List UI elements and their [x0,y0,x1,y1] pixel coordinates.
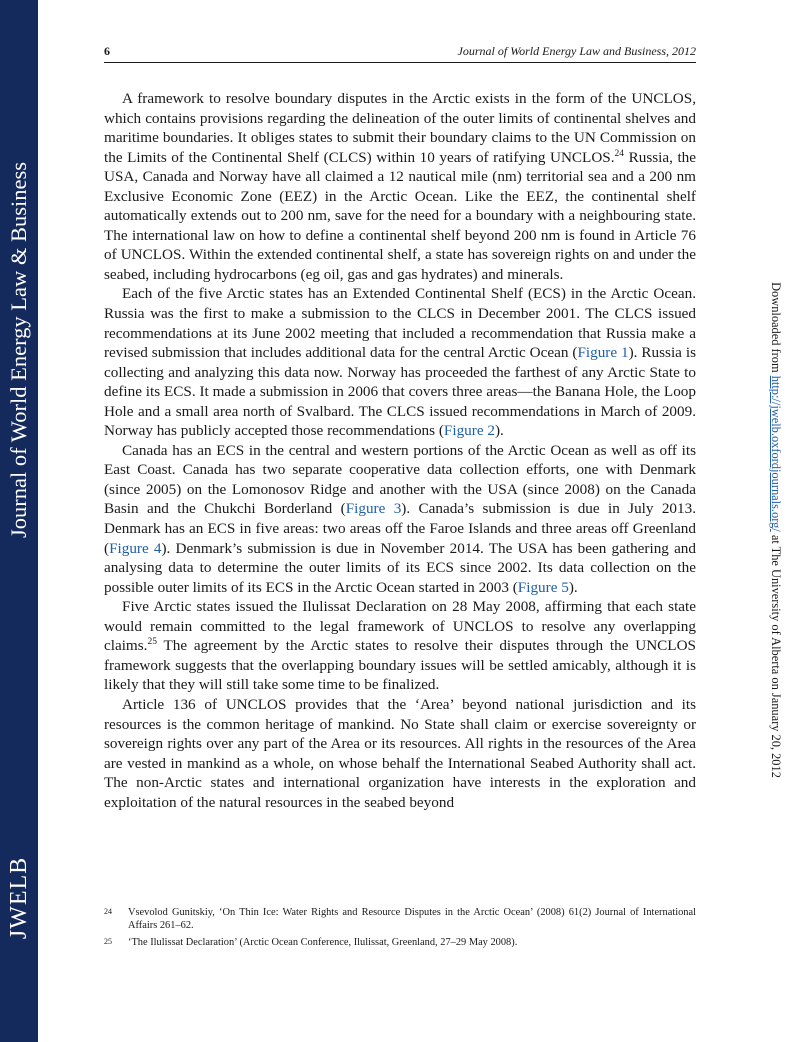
footnote-number: 25 [104,936,112,946]
footnote-reference[interactable]: 25 [147,637,157,648]
text-run: Canada has an ECS in the central and western portions of the Arctic Ocean as well as off its East Coast. Canada has two separate cooperative data collection efforts, one with Denmark (since 2005) on the Lomonosov Ridge and another with the USA (since 2008) on the Canada Basin and the Chukchi Borderland ( [104,441,696,518]
download-note-suffix: at The University of Alberta on January 20, 2012 [769,531,783,778]
text-run: ). [494,422,504,440]
footnote-number: 24 [104,907,112,916]
journal-sidebar [0,0,38,1042]
text-run: ). Denmark’s submission is due in November 2014. The USA has been gathering and analysing data to determine the outer limits of its ECS since 2002. Its data collection on the possible outer limits of its ECS in the Arctic Ocean started in 2003 ( [104,539,696,596]
footnote-reference[interactable]: 24 [614,148,625,159]
figure-link[interactable]: Figure 4 [109,539,162,557]
text-run: A framework to resolve boundary disputes in the Arctic exists in the form of the UNCLOS, which contains provisions regarding the delineation of the outer limits of continental shelves and maritime boundaries. It obliges states to submit their boundary claims to the UN Commission on the Limits of the Continental Shelf (CLCS) within 10 years of ratifying UNCLOS. [104,90,696,166]
figure-link[interactable]: Figure 3 [345,500,402,518]
sidebar-journal-title: Journal of World Energy Law & Business [6,161,31,539]
article-body [104,89,696,812]
page-number: 6 [104,44,110,58]
text-run: Each of the five Arctic states has an Extended Continental Shelf (ECS) in the Arctic Ocean. Russia was the first to make a submission to the CLCS in December 2001. The CLCS issued recommendations at its June 2002 meeting that included a recommendation that Russia make a revised submission that includes additional data for the central Arctic Ocean ( [104,285,696,362]
body-paragraph [104,695,696,812]
text-run: The agreement by the Arctic states to resolve their disputes through the UNCLOS framework suggests that the overlapping boundary issues will be settled amicably, although it is likely that they will still take some time to be finalized. [104,637,696,694]
download-note [766,180,786,880]
body-paragraph [104,441,696,597]
footnotes [104,906,696,952]
page-header [104,42,696,60]
text-run: ). Canada’s submission is due in July 2013. Denmark has an ECS in five areas: two areas off the Faroe Islands and three areas off Greenland ( [104,500,697,557]
body-paragraph [104,597,696,695]
figure-link[interactable]: Figure 5 [517,578,569,596]
footnote-item [104,906,696,933]
sidebar-journal-abbreviation: JWELB [6,856,32,940]
footnote-text: ‘The Ilulissat Declaration’ (Arctic Ocean Conference, Ilulissat, Greenland, 27–29 May 2008). [128,936,518,948]
text-run: ). [568,578,578,596]
figure-link[interactable]: Figure 1 [577,344,629,362]
footnote-item [104,936,696,949]
figure-link[interactable]: Figure 2 [443,422,495,440]
footnote-text: Vsevolod Gunitskiy, ‘On Thin Ice: Water Rights and Resource Disputes in the Arctic Ocean’ (2008) 61(2) Journal of International Affairs 261–62. [128,907,696,932]
header-divider [104,62,696,63]
text-run: Article 136 of UNCLOS provides that the ‘Area’ beyond national jurisdiction and its resources is the common heritage of mankind. No State shall claim or exercise sovereignty or sovereign rights over any part of the Area or its resources. All rights in the resources of the Area are vested in mankind as a whole, on whose behalf the International Seabed Authority shall act. The non-Arctic states and international organization have interests in the exploration and exploitation of the natural resources in the seabed beyond [104,695,696,811]
running-title: Journal of World Energy Law and Business, 2012 [457,44,696,58]
body-paragraph [104,89,696,284]
body-paragraph [104,284,696,440]
text-run: Five Arctic states issued the Ilulissat Declaration on 28 May 2008, affirming that each state would remain committed to the legal framework of UNCLOS to resolve any overlapping claims. [104,598,696,655]
text-run: ). Russia is collecting and analyzing this data now. Norway has proceeded the farthest of any Arctic State to define its ECS. It made a submission in 2006 that covers three areas—the Banana Hole, the Loop Hole and a small area north of Svalbard. The CLCS issued recommendations in March of 2009. Norway has publicly accepted those recommendations ( [104,344,696,440]
download-note-prefix: Downloaded from [769,282,783,376]
download-url-link[interactable]: http://jwelb.oxfordjournals.org/ [769,375,783,532]
text-run: Russia, the USA, Canada and Norway have all claimed a 12 nautical mile (nm) territorial sea and a 200 nm Exclusive Economic Zone (EEZ) in the Arctic Ocean. Like the EEZ, the continental shelf automatically extends out to 200 nm, save for the need for a boundary with a neighbouring state. The international law on how to define a continental shelf beyond 200 nm is found in Article 76 of UNCLOS. Within the extended continental shelf, a state has sovereign rights on and under the seabed, including hydrocarbons (eg oil, gas and gas hydrates) and minerals. [104,148,696,283]
